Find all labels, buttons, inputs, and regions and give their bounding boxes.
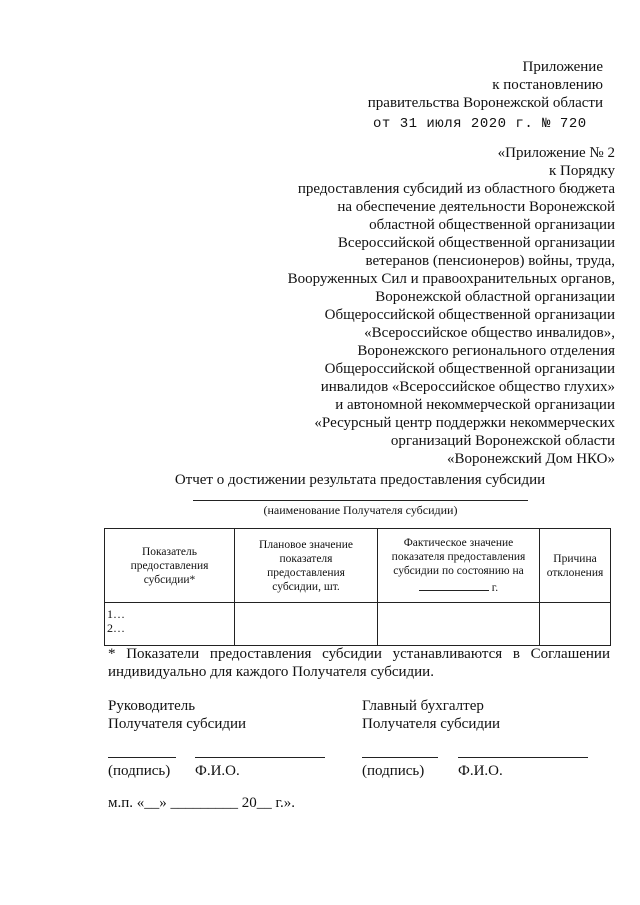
appendix-line: Воронежского регионального отделения	[357, 343, 615, 359]
footnote: * Показатели предоставления субсидии устанавливаются в Соглашении индивидуально для каждого Получателя субсидии.	[108, 646, 610, 680]
accountant-signature-title: Главный бухгалтер Получателя субсидии	[362, 698, 501, 732]
appendix-line: областной общественной организации	[369, 217, 615, 233]
row-label: 1…	[107, 607, 125, 621]
head-signature-line	[108, 757, 176, 758]
head-name-line	[195, 757, 325, 758]
appendix-line: Вооруженных Сил и правоохранительных органов,	[287, 271, 615, 287]
reason-cell	[540, 603, 611, 646]
appendix-line: «Ресурсный центр поддержки некоммерческих	[314, 415, 615, 431]
appendix-line: «Воронежский Дом НКО»	[446, 451, 615, 467]
appendix-line: и автономной некоммерческой организации	[335, 397, 615, 413]
table-row	[105, 603, 611, 646]
report-table	[104, 528, 611, 646]
head-signature-title: Руководитель Получателя субсидии	[108, 698, 247, 732]
accountant-signature-line	[362, 757, 438, 758]
signature-label: (подпись)	[362, 763, 425, 779]
accountant-name-line	[458, 757, 588, 758]
recipient-caption: (наименование Получателя субсидии)	[263, 503, 458, 517]
header-planned-value: Плановое значение показателя предоставления субсидии, шт.	[235, 529, 378, 603]
seal-date-line: м.п. «__» _________ 20__ г.».	[108, 795, 295, 811]
appendix-line: ветеранов (пенсионеров) войны, труда,	[365, 253, 615, 269]
appendix-line: на обеспечение деятельности Воронежской	[337, 199, 615, 215]
attachment-header	[368, 58, 603, 112]
report-title: Отчет о достижении результата предоставления субсидии	[174, 472, 546, 488]
name-label: Ф.И.О.	[458, 763, 503, 779]
actual-cell	[378, 603, 540, 646]
appendix-line: Общероссийской общественной организации	[324, 361, 615, 377]
attachment-line: к постановлению	[492, 77, 603, 93]
header-actual-value: Фактическое значение показателя предоставления субсидии по состоянию на г.	[378, 529, 540, 603]
appendix-line: «Приложение № 2	[497, 145, 615, 161]
header-indicator: Показатель предоставления субсидии*	[105, 529, 235, 603]
appendix-line: инвалидов «Всероссийское общество глухих»	[320, 379, 615, 395]
name-label: Ф.И.О.	[195, 763, 240, 779]
appendix-line: организаций Воронежской области	[390, 433, 615, 449]
appendix-line: предоставления субсидий из областного бюджета	[297, 181, 615, 197]
signature-label: (подпись)	[108, 763, 171, 779]
recipient-name-line	[193, 500, 528, 501]
appendix-line: к Порядку	[549, 163, 615, 179]
appendix-line: Общероссийской общественной организации	[324, 307, 615, 323]
attachment-line: правительства Воронежской области	[367, 95, 603, 111]
appendix-header	[288, 144, 615, 468]
table-header-row	[105, 529, 611, 603]
appendix-line: Всероссийской общественной организации	[337, 235, 615, 251]
planned-cell	[235, 603, 378, 646]
attachment-line: Приложение	[522, 59, 603, 75]
header-deviation-reason: Причина отклонения	[540, 529, 611, 603]
row-labels-cell	[105, 603, 235, 646]
date-blank	[419, 578, 489, 591]
appendix-line: Воронежской областной организации	[375, 289, 615, 305]
appendix-line: «Всероссийское общество инвалидов»,	[364, 325, 615, 341]
row-label: 2…	[107, 621, 125, 635]
decree-date-number: от 31 июля 2020 г. № 720	[373, 116, 587, 132]
